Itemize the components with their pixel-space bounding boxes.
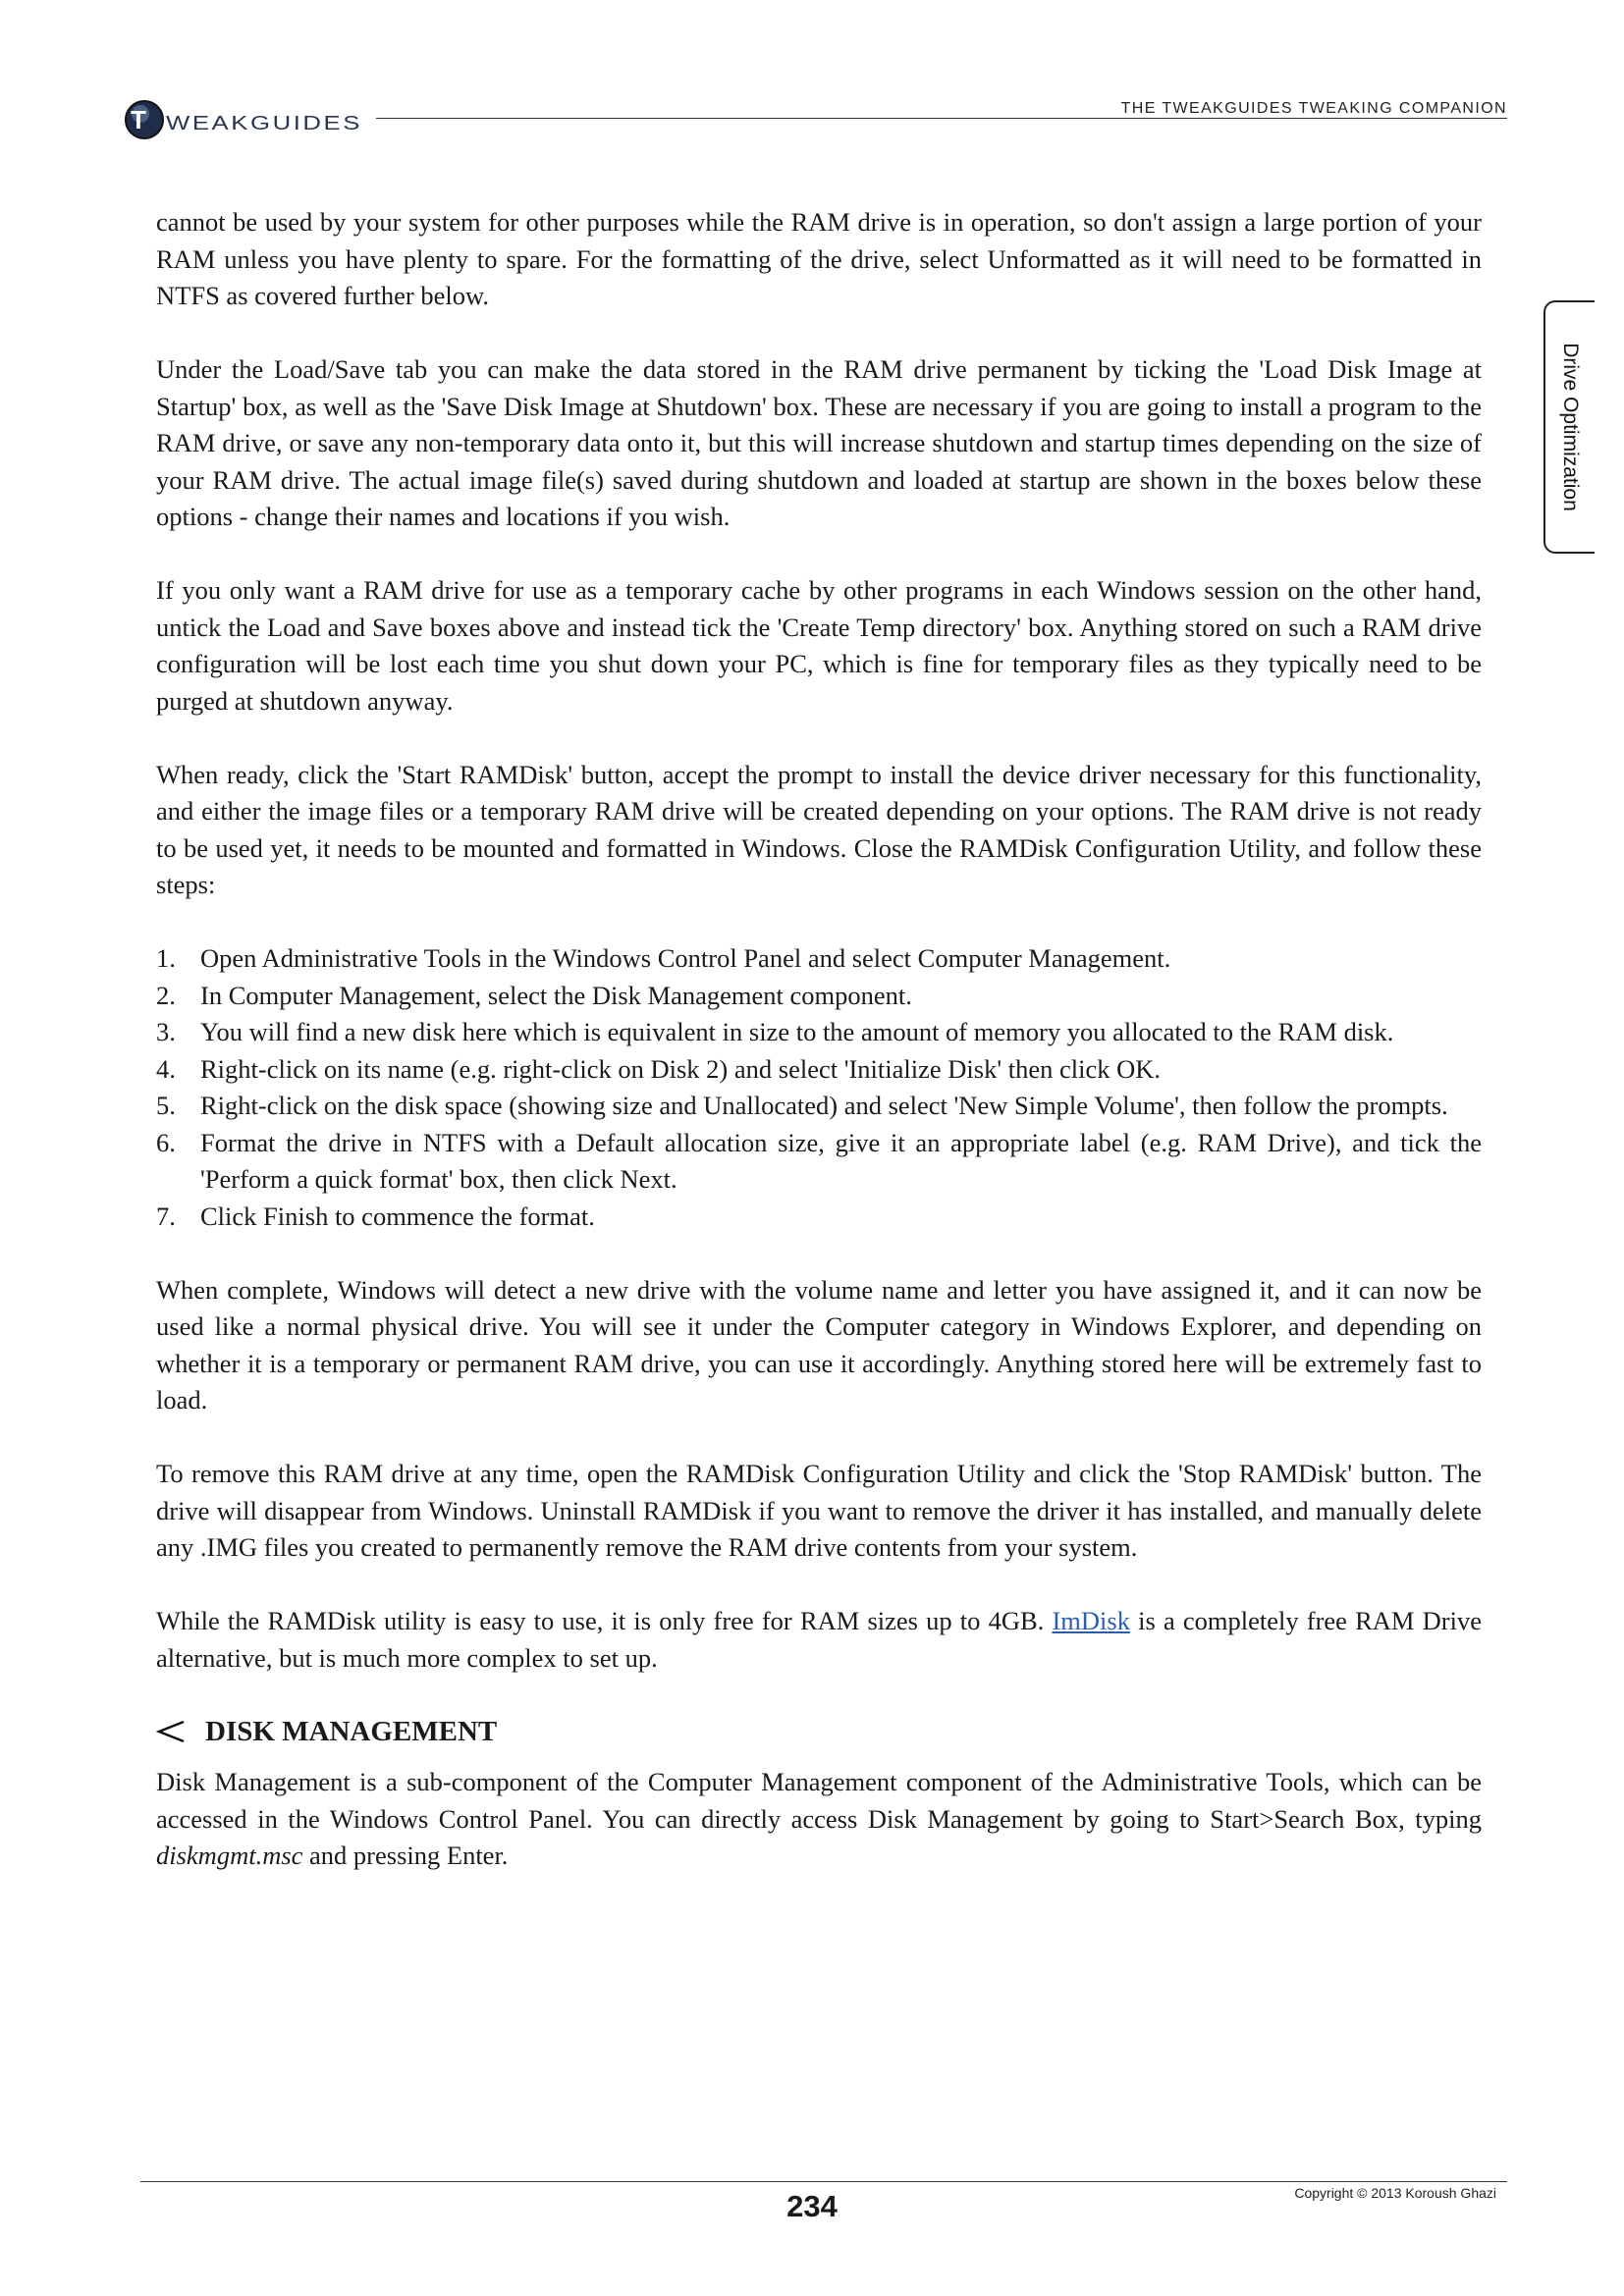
section-heading — [156, 1714, 1482, 1751]
running-title: THE TWEAKGUIDES TWEAKING COMPANION — [1120, 100, 1507, 117]
list-item-number: 7. — [156, 1201, 176, 1231]
chapter-side-tab — [1543, 300, 1595, 554]
svg-text:T: T — [131, 105, 146, 134]
imdisk-paragraph — [156, 1603, 1482, 1677]
list-item-text: Format the drive in NTFS with a Default allocation size, give it an appropriate label (e.g. RAM Drive), and tick the 'Perform a quick format' box, then click Next. — [200, 1127, 1482, 1194]
list-item — [156, 1088, 1482, 1125]
paragraph — [156, 1764, 1482, 1875]
paragraph-text: and pressing Enter. — [302, 1841, 509, 1870]
svg-text:WEAKGUIDES: WEAKGUIDES — [166, 113, 362, 134]
list-item-number: 6. — [156, 1127, 176, 1157]
list-item-text: Right-click on the disk space (showing size and Unallocated) and select 'New Simple Volume', then follow the prompts. — [200, 1091, 1448, 1120]
list-item-number: 5. — [156, 1091, 176, 1120]
list-item-number: 1. — [156, 943, 176, 973]
chevron-left-icon — [156, 1719, 186, 1744]
paragraph: If you only want a RAM drive for use as a temporary cache by other programs in each Windows session on the other hand, untick the Load and Save boxes above and instead tick the 'Create Temp directory' box. Anything stored on such a RAM drive configuration will be lost each time you shut down your PC, which is fine for temporary files as they typically need to be purged at shutdown anyway. — [156, 575, 1482, 716]
paragraph-text: Disk Management is a sub-component of the Computer Management component of the Administrative Tools, which can be accessed in the Windows Control Panel. You can directly access Disk Management by going to Start>Search Box, typing — [156, 1767, 1482, 1834]
page-body — [156, 204, 1482, 1911]
list-item — [156, 1014, 1482, 1051]
page-header — [123, 88, 1507, 147]
list-item — [156, 1199, 1482, 1236]
list-item — [156, 1125, 1482, 1199]
list-item — [156, 1051, 1482, 1089]
list-item-number: 2. — [156, 980, 176, 1010]
paragraph: When complete, Windows will detect a new drive with the volume name and letter you have assigned it, and it can now be used like a normal physical drive. You will see it under the Computer category in Windows Explorer, and depending on whether it is a temporary or permanent RAM drive, you can use it accordingly. Anything stored here will be extremely fast to load. — [156, 1274, 1482, 1415]
chapter-side-tab-label: Drive Optimization — [1559, 343, 1582, 511]
list-item-number: 4. — [156, 1053, 176, 1084]
command-text: diskmgmt.msc — [156, 1841, 303, 1870]
steps-list — [156, 940, 1482, 1235]
list-item — [156, 940, 1482, 978]
section-heading-text: DISK MANAGEMENT — [205, 1715, 498, 1747]
paragraph-text: While the RAMDisk utility is easy to use, it is only free for RAM sizes up to 4GB. — [156, 1606, 1053, 1635]
tweakguides-logo — [123, 96, 368, 143]
list-item-text: Click Finish to commence the format. — [200, 1201, 595, 1231]
list-item-text: Open Administrative Tools in the Windows Control Panel and select Computer Management. — [200, 943, 1171, 973]
paragraph: Under the Load/Save tab you can make the data stored in the RAM drive permanent by ticking the 'Load Disk Image at Startup' box, as well as the 'Save Disk Image at Shutdown' box. These are necessary if you are going to install a program to the RAM drive, or save any non-temporary data onto it, but this will increase shutdown and startup times depending on the size of your RAM drive. The actual image file(s) saved during shutdown and loaded at startup are shown in the boxes below these options - change their names and locations if you wish. — [156, 354, 1482, 531]
footer-rule — [140, 2181, 1507, 2182]
paragraph-text: is a completely free RAM Drive alternative, but is much more complex to set up. — [156, 1606, 1482, 1673]
list-item-text: Right-click on its name (e.g. right-click on Disk 2) and select 'Initialize Disk' then click OK. — [200, 1053, 1162, 1084]
page-number: 234 — [786, 2189, 838, 2223]
header-rule — [376, 118, 1507, 119]
copyright-notice: Copyright © 2013 Koroush Ghazi — [1294, 2185, 1496, 2201]
imdisk-link[interactable]: ImDisk — [1052, 1606, 1130, 1635]
list-item-text: You will find a new disk here which is equivalent in size to the amount of memory you allocated to the RAM disk. — [200, 1017, 1394, 1046]
paragraph: When ready, click the 'Start RAMDisk' button, accept the prompt to install the device driver necessary for this functionality, and either the image files or a temporary RAM drive will be created depending on your options. The RAM drive is not ready to be used yet, it needs to be mounted and formatted in Windows. Close the RAMDisk Configuration Utility, and follow these steps: — [156, 759, 1482, 899]
list-item — [156, 978, 1482, 1015]
list-item-number: 3. — [156, 1017, 176, 1046]
paragraph: cannot be used by your system for other purposes while the RAM drive is in operation, so don't assign a large portion of your RAM unless you have plenty to spare. For the formatting of the drive, select Unformatted as it will need to be formatted in NTFS as covered further below. — [156, 207, 1482, 310]
paragraph: To remove this RAM drive at any time, open the RAMDisk Configuration Utility and click the 'Stop RAMDisk' button. The drive will disappear from Windows. Uninstall RAMDisk if you want to remove the driver it has installed, and manually delete any .IMG files you created to permanently remove the RAM drive contents from your system. — [156, 1459, 1482, 1562]
list-item-text: In Computer Management, select the Disk Management component. — [200, 980, 912, 1010]
